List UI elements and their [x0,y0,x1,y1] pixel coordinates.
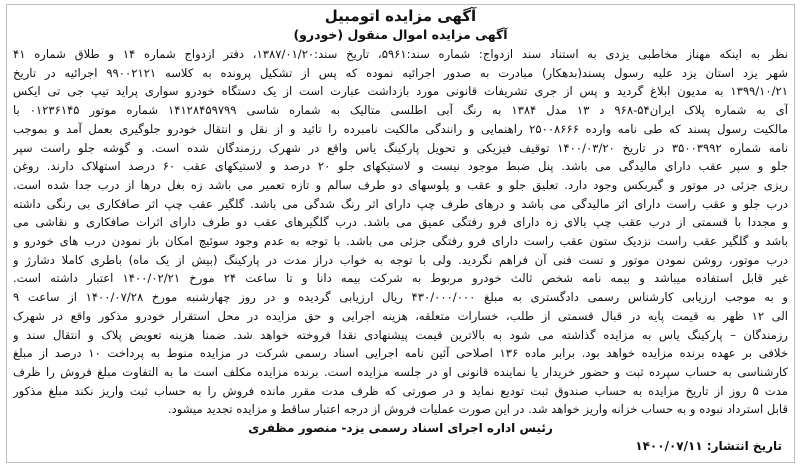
publication-date: تاریخ انتشار: ۱۴۰۰/۰۷/۱۱ [635,439,782,454]
body-line: کارشناسی به حساب سپرده ثبت و حضور خریدار یا نماینده قانونی او در جلسه مزایده است. برنده مزایده مکلف است ما به التفاوت مبلغ فروش را ظرف [13,364,788,379]
body-line: مدت ۵ روز از تاریخ مزایده به حساب صندوق ثبت تودیع نماید و در صورتی که ظرف مدت مقرر مانده فروش را به حساب ثبت واریز نکند مبلغ مذکور [13,383,788,398]
body-line: ریزی جزئی در موتور و گیربکس وجود دارد. تعلیق جلو و عقب و پلوسهای دو طرف سالم و تازه تعمیر می باشد زه بغل درها از درب جدا شده است. [13,177,788,192]
notice-body [13,45,788,419]
notice-title: آگهی مزایده اتومبیل [324,7,477,25]
body-line: نامه شماره ۳۵۰۰۳۹۹۲ در تاریخ ۱۴۰۰/۰۳/۲۰ توقیف فیزیکی و تحویل پارکینگ یاس واقع در شهرک رزمندگان شده است. و گوشه جلو راست سپر [13,140,788,155]
body-line: باشد و گلگیر عقب راست نزدیک ستون عقب راست دارای فرو رفتگی جزئی می باشد. با توجه به عدم وجود سوئیچ امکان باز نمودن درب های خودرو و [13,234,788,249]
body-line: شهر یزد استان یزد علیه رسول پسند(بدهکار) مبادرت به صدور اجرائیه نموده که پس از تشکیل پرونده به کلاسه ۹۹۰۰۲۱۲۱ اجرائیه در تاریخ [13,65,788,80]
body-line: و مجددا با قسمتی از درب عقب چپ بالای زه دارای فرو رفتگی عمیق می باشد. درب گلگیرهای عقب دو طرف دارای اثرات صافکاری و نقاشی می [13,215,788,230]
body-line: درب موتور، روشن نمودن موتور و تست فنی آن فراهم نگردید. ولی با توجه به خواب دراز مدت در پارکینگ (بیش از یک ماه) باطری کاملا دشارژ و [13,252,788,267]
body-line: درب جلو و عقب راست دارای اثر مالیدگی می باشد و درهای طرف چپ دارای اثر رنگ شدگی می باشد. گلگیر عقب چپ اثر صافکاری بی رنگی داشته [13,196,788,211]
body-line: ۱۳۹۹/۱۰/۲۱ به مدیون ابلاغ گردید و پس از جری تشریفات قانونی مورد بازداشت عبارت است از یک دستگاه خودرو سواری پراید تیپ جی تی ایکس [13,84,788,99]
body-line: جلو و سپر عقب دارای مالیدگی می باشد. پنل ضبط موجود نیست و لاستیکهای جلو ۲۰ درصد و لاستیکهای عقب ۶۰ درصد استهلاک دارند. روغن [13,159,788,174]
body-line: و به موجب ارزیابی کارشناس رسمی دادگستری به مبلغ ۴۳۰/۰۰۰/۰۰۰ ریال ارزیابی گردیده و در روز چهارشنبه مورخ ۱۴۰۰/۰۷/۲۸ از ساعت ۹ [13,290,788,305]
auction-notice [6,4,795,463]
signature: رئیس اداره اجرای اسناد رسمی یزد- منصور مظفری [248,421,553,436]
body-line: خلافی بر عهده برنده مزایده خواهد بود. برابر ماده ۱۳۶ اصلاحی آئین نامه اجرایی اسناد رسمی شرکت در مزایده منوط به پرداخت ۱۰ درصد از مبلغ [13,346,788,361]
body-line: الی ۱۲ ظهر به قیمت پایه در قبال قسمتی از طلب، خسارات متعلقه، هزینه اجرایی و حق مزایده در محل استقرار خودرو مذکور واقع در شهرک [13,308,788,323]
body-line: نظر به اینکه مهناز مخاطبی یزدی به استناد سند ازدواج: شماره سند:۵۹۶۱، تاریخ سند:۱۳۸۷/۰۱/۲۰، دفتر ازدواج شماره ۱۴ و طلاق شماره ۴۱ [13,47,788,61]
body-line: غیر قابل استفاده میباشد و بیمه نامه شخص ثالث خودرو مربوط به شرکت بیمه دانا و تا ساعت ۲۴ مورخ ۱۴۰۰/۰۲/۲۱ اعتبار داشته است. [13,271,788,286]
body-line: آی به شماره پلاک ایران۵۴-۹۶۸ د ۱۳ مدل ۱۳۸۴ به رنگ آبی اطلسی متالیک به شماره شاسی ۱۴۱۲۸۴۵۹۷۹۹ شماره موتور ۰۱۲۳۶۱۴۵ با [13,103,788,118]
body-line: قابل استرداد نبوده و به حساب خزانه واریز خواهد شد. در این صورت عملیات فروش از درجه اعتبار ساقط و مزایده تجدید میشود. [167,402,788,417]
notice-subtitle: آگهی مزایده اموال منقول (خودرو) [293,27,508,42]
body-line: رزمندگان – پارکینگ یاس به مزایده گذاشته می شود به بالاترین قیمت پیشنهادی نقدا فروخته خواهد شد. ضمنا هزینه تعویض پلاک و انتقال سند و [13,327,788,342]
body-line: مالکیت رسول پسند که طی نامه وارده ۲۵۰۰۸۶۶۶ راهنمایی و رانندگی مالکیت نامبرده را تائید و از نقل و انتقال خودرو جلوگیری بعمل آمد و بموجب [13,121,788,136]
